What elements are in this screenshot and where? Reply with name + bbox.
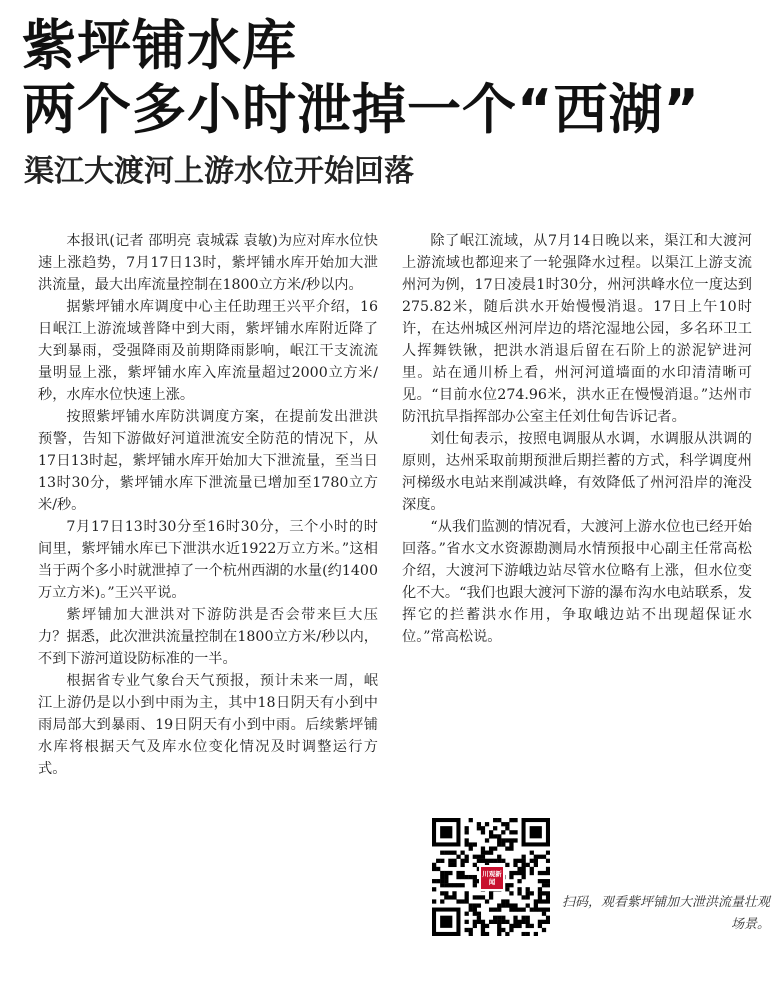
article-paragraph: 本报讯(记者 邵明亮 袁城霖 袁敏)为应对库水位快速上涨趋势，7月17日13时，紫坪铺水库开始加大泄洪流量，最大出库流量控制在1800立方米/秒以内。 [38, 233, 378, 293]
subheadline: 渠江大渡河上游水位开始回落 [24, 154, 414, 189]
article-column-right [402, 230, 752, 648]
article-paragraph: 7月17日13时30分至16时30分，三个小时的时间里，紫坪铺水库已下泄洪水近1922万立方米。”这相当于两个多小时就泄掉了一个杭州西湖的水量(约1400万立方米)。”王兴平说。 [38, 519, 378, 601]
article-paragraph: 紫坪铺加大泄洪对下游防洪是否会带来巨大压力？据悉，此次泄洪流量控制在1800立方米/秒以内，不到下游河道设防标准的一半。 [38, 607, 378, 667]
article-paragraph: 据紫坪铺水库调度中心主任助理王兴平介绍，16日岷江上游流域普降中到大雨，紫坪铺水库附近降了大到暴雨，受强降雨及前期降雨影响，岷江干支流流量明显上涨，紫坪铺水库入库流量超过2000立方米/秒，水库水位快速上涨。 [38, 299, 378, 403]
headline [22, 14, 762, 142]
article-paragraph: 根据省专业气象台天气预报，预计未来一周，岷江上游仍是以小到中雨为主，其中18日阴天有小到中雨局部大到暴雨、19日阴天有小到中雨。后续紫坪铺水库将根据天气及库水位变化情况及时调整运行方式。 [38, 673, 378, 777]
qr-logo: 川观新闻 [479, 865, 505, 891]
article-paragraph: “从我们监测的情况看，大渡河上游水位也已经开始回落。”省水文水资源勘测局水情预报中心副主任常高松介绍，大渡河下游峨边站尽管水位略有上涨，但水位变化不大。“我们也跟大渡河下游的瀑布沟水电站联系，发挥它的拦蓄洪水作用，争取峨边站不出现超保证水位。”常高松说。 [402, 519, 752, 645]
article-paragraph: 刘仕甸表示，按照电调服从水调，水调服从洪调的原则，达州采取前期预泄后期拦蓄的方式，科学调度州河梯级水电站来削减洪峰，有效降低了州河沿岸的淹没深度。 [402, 431, 752, 513]
qr-code[interactable] [432, 818, 550, 936]
headline-line-1: 紫坪铺水库 [22, 14, 297, 77]
article-paragraph: 除了岷江流域，从7月14日晚以来，渠江和大渡河上游流域也都迎来了一轮强降水过程。以渠江上游支流州河为例，17日凌晨1时30分，州河洪峰水位一度达到275.82米，随后洪水开始慢慢消退。17日上午10时许，在达州城区州河岸边的塔沱湿地公园，多名环卫工人挥舞铁锹，把洪水消退后留在石阶上的淤泥铲进河里。站在通川桥上看，州河河道墙面的水印清清晰可见。“目前水位274.96米，洪水正在慢慢消退。”达州市防汛抗旱指挥部办公室主任刘仕甸告诉记者。 [402, 233, 752, 425]
article-column-left [38, 230, 378, 780]
article-paragraph: 按照紫坪铺水库防洪调度方案，在提前发出泄洪预警，告知下游做好河道泄流安全防范的情况下，从17日13时起，紫坪铺水库开始加大下泄流量，至当日13时30分，紫坪铺水库下泄流量已增加至1780立方米/秒。 [38, 409, 378, 513]
headline-line-2: 两个多小时泄掉一个“西湖” [22, 78, 700, 141]
qr-caption: 扫码，观看紫坪铺加大泄洪流量壮观场景。 [561, 895, 770, 932]
